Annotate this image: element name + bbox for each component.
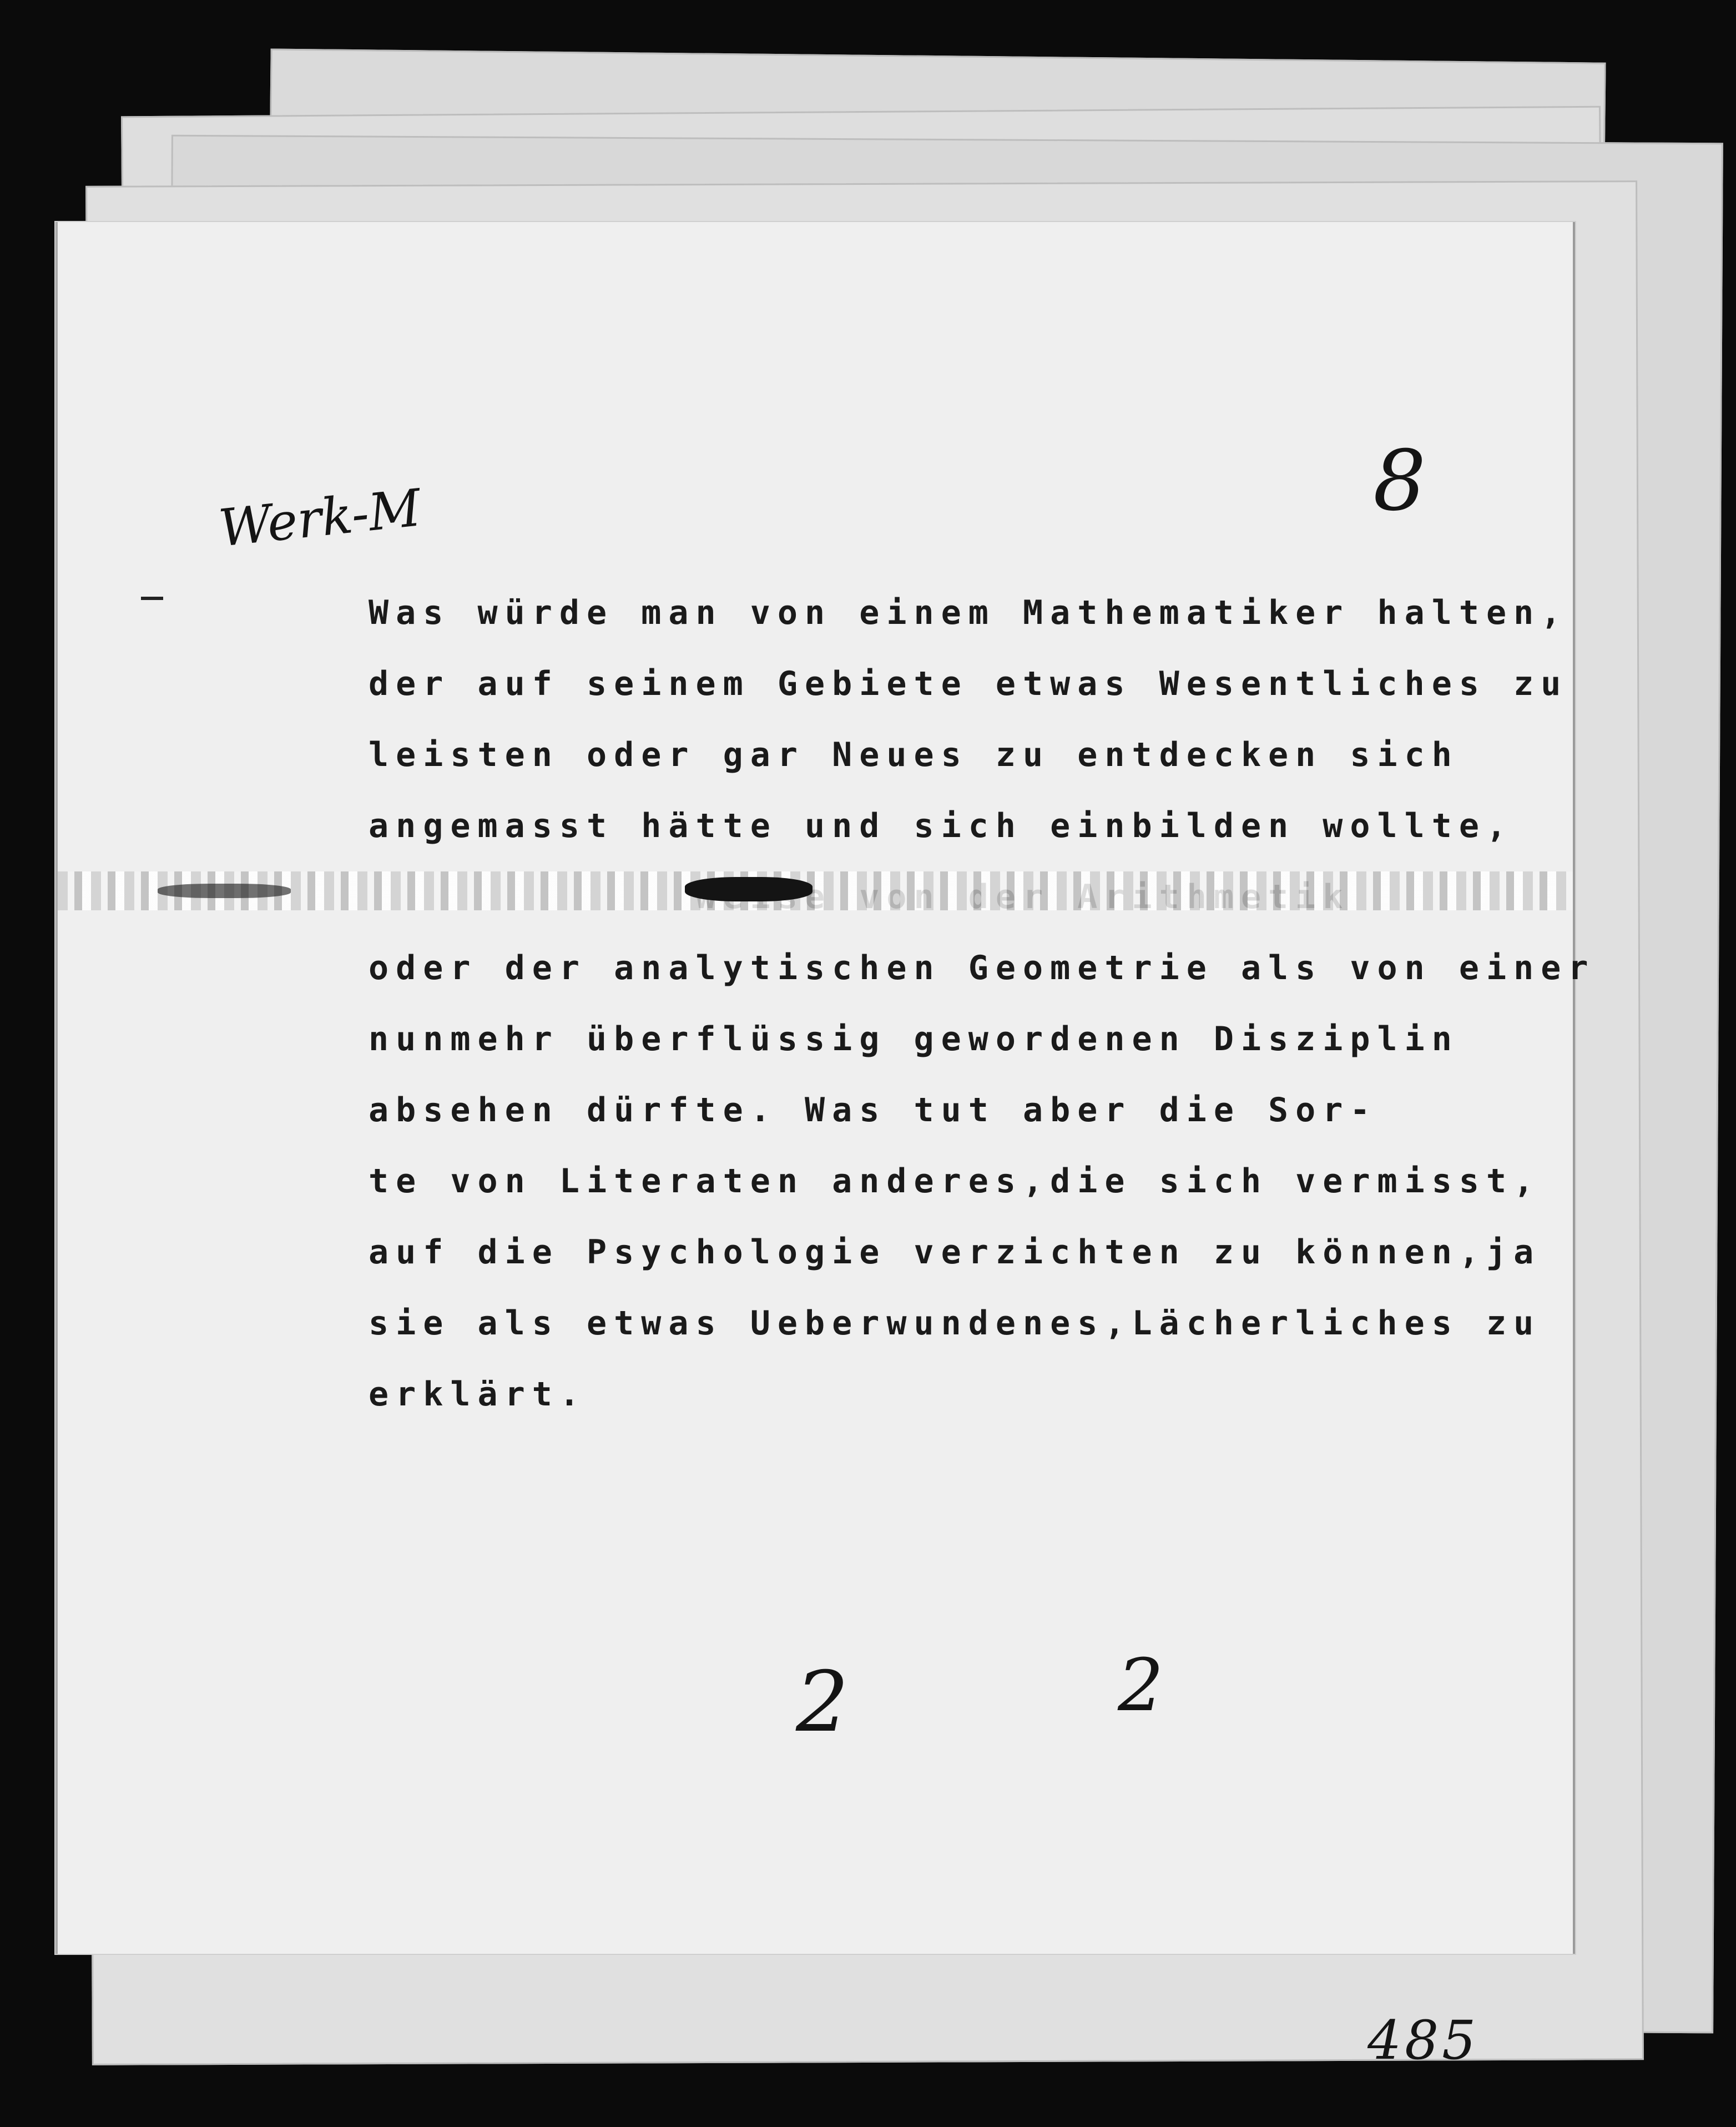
handwritten-mark: 2 xyxy=(1118,1643,1164,1727)
text-line: sie als etwas Ueberwundenes,Lächerliches zu xyxy=(369,1304,1541,1343)
margin-dash xyxy=(141,597,163,600)
text-line: erklärt. xyxy=(369,1375,587,1414)
text-line: oder der analytischen Geometrie als von einer xyxy=(369,949,1596,987)
handwritten-annotation: Werk-M xyxy=(216,478,424,558)
text-line: Was würde man von einem Mathematiker halten, xyxy=(369,593,1568,632)
handwritten-mark: 2 xyxy=(796,1654,849,1751)
ink-blot xyxy=(158,884,291,898)
text-line: te von Literaten anderes,die sich vermisst, xyxy=(369,1162,1541,1201)
folio-number: 485 xyxy=(1367,2009,1480,2071)
text-line: auf die Psychologie verzichten zu können,ja xyxy=(369,1233,1541,1272)
text-line: leisten oder gar Neues zu entdecken sich xyxy=(369,735,1459,774)
ink-blot xyxy=(685,877,813,901)
text-line: absehen dürfte. Was tut aber die Sor- xyxy=(369,1091,1377,1130)
text-line: nunmehr überflüssig gewordenen Disziplin xyxy=(369,1020,1459,1059)
typed-text-block xyxy=(369,577,1596,1430)
typewritten-page xyxy=(55,222,1596,2071)
text-line: der auf seinem Gebiete etwas Wesentliches zu xyxy=(369,664,1568,703)
page-number: 8 xyxy=(1373,433,1426,530)
text-line: angemasst hätte und sich einbilden wollte, xyxy=(369,807,1514,845)
